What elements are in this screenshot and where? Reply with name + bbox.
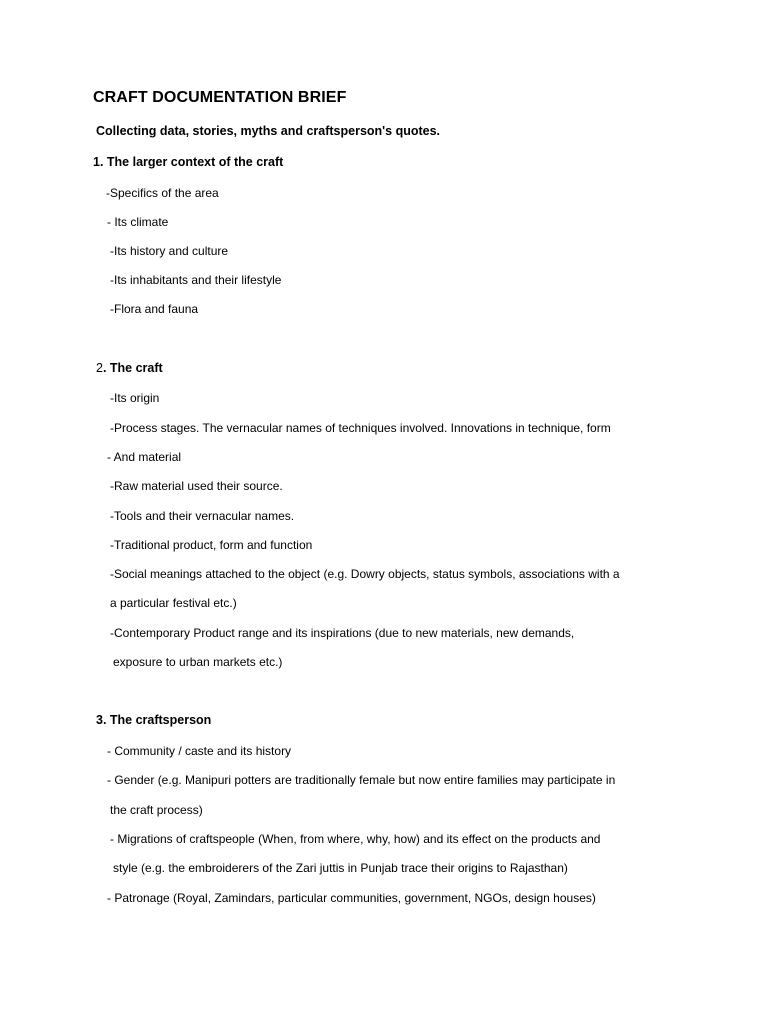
list-item: exposure to urban markets etc.) (113, 655, 283, 669)
list-item: - Its climate (107, 215, 169, 229)
section-heading-craft (96, 361, 163, 375)
page-title: CRAFT DOCUMENTATION BRIEF (93, 89, 347, 106)
list-item: - Community / caste and its history (107, 744, 292, 758)
list-item: - Gender (e.g. Manipuri potters are traditionally female but now entire families may participate in (107, 773, 616, 787)
list-item: - And material (107, 450, 182, 464)
list-item: - Patronage (Royal, Zamindars, particular communities, government, NGOs, design houses) (107, 891, 596, 905)
section-number: 2 (96, 361, 103, 375)
page-subtitle: Collecting data, stories, myths and craftsperson's quotes. (96, 124, 441, 138)
list-item: -Its origin (110, 391, 160, 405)
list-item: -Its history and culture (110, 244, 229, 258)
section-heading-craftsperson: 3. The craftsperson (96, 713, 212, 727)
section-heading-context: 1. The larger context of the craft (93, 155, 284, 169)
list-item: -Its inhabitants and their lifestyle (110, 273, 282, 287)
section-heading-text: . The craft (102, 361, 163, 375)
list-item: -Specifics of the area (106, 186, 219, 200)
list-item: -Contemporary Product range and its inspirations (due to new materials, new demands, (110, 626, 575, 640)
list-item: -Tools and their vernacular names. (110, 509, 295, 523)
list-item: -Traditional product, form and function (110, 538, 313, 552)
list-item: -Process stages. The vernacular names of techniques involved. Innovations in technique, form (110, 421, 611, 435)
list-item: -Social meanings attached to the object (e.g. Dowry objects, status symbols, associations with a (110, 567, 620, 581)
list-item: -Raw material used their source. (110, 479, 283, 493)
list-item: a particular festival etc.) (110, 596, 237, 610)
list-item: -Flora and fauna (110, 302, 199, 316)
list-item: the craft process) (110, 803, 203, 817)
list-item: - Migrations of craftspeople (When, from where, why, how) and its effect on the products and (110, 832, 601, 846)
list-item: style (e.g. the embroiderers of the Zari juttis in Punjab trace their origins to Rajasthan) (113, 861, 568, 875)
